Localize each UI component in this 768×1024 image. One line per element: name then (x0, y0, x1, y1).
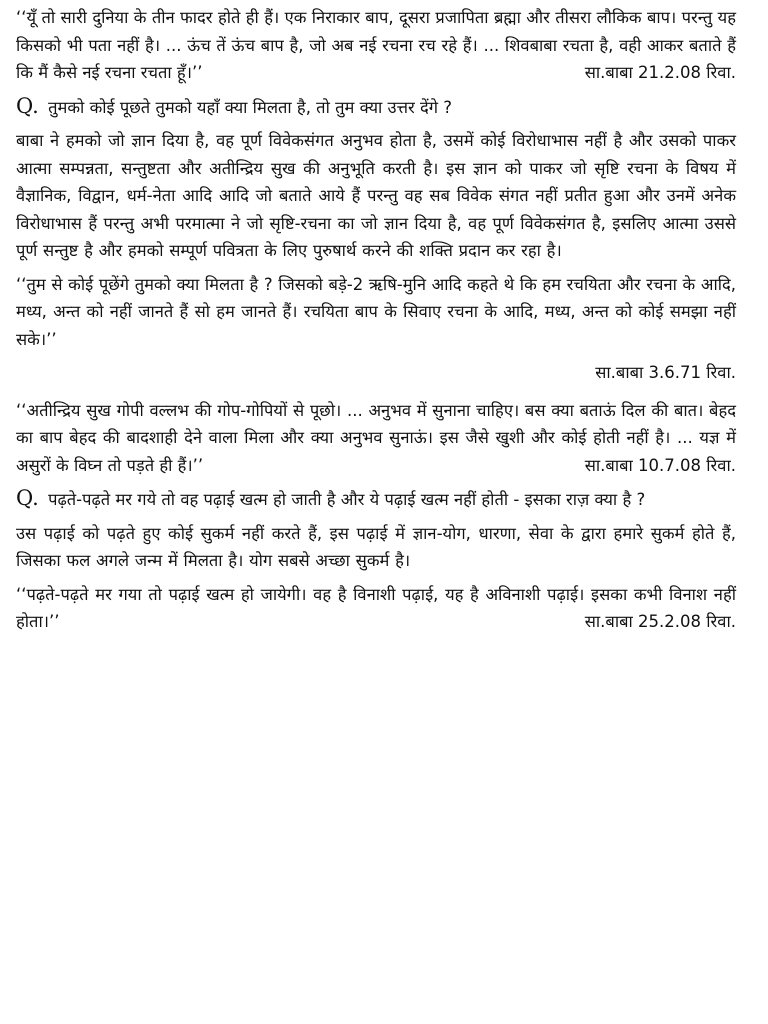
answer-2: उस पढ़ाई को पढ़ते हुए कोई सुकर्म नहीं करते हैं, इस पढ़ाई में ज्ञान-योग, धारणा, सेवा के द्वारा हमारे सुकर्म होते हैं, जिसका फल अगले जन्म में मिलता है। योग सबसे अच्छा सुकर्म है। (16, 523, 736, 570)
murli-quote-3 (16, 397, 736, 480)
answer-1: बाबा ने हमको जो ज्ञान दिया है, वह पूर्ण विवेकसंगत अनुभव होता है, उसमें कोई विरोधाभास नहीं है और उसको पाकर आत्मा सम्पन्नता, सन्तुष्टता और अतीन्द्रिय सुख की अनुभूति करती है। इस ज्ञान को पाकर जो सृष्टि रचना के विषय में वैज्ञानिक, विद्वान, धर्म-नेता आदि आदि जो बताते आये हैं परन्तु वह सब विवेक संगत नहीं प्रतीत हुआ और उनमें अनेक विरोधाभास हैं परन्तु अभी परमात्मा ने जो सृष्टि-रचना का जो ज्ञान दिया है, वह पूर्ण विवेकसंगत है, इसलिए आत्मा उससे पूर्ण सन्तुष्ट है और हमको सम्पूर्ण पवित्रता के लिए पुरुषार्थ करने की शक्ति प्रदान कर रहा है। (16, 131, 736, 260)
murli-quote-4 (16, 581, 736, 636)
question-marker: Q. (16, 93, 39, 118)
question-marker: Q. (16, 486, 39, 510)
quote-source: सा.बाबा 21.2.08 रिवा. (584, 63, 736, 82)
murli-quote-1 (16, 4, 736, 87)
document-page (16, 4, 736, 642)
quote-source: सा.बाबा 25.2.08 रिवा. (584, 612, 736, 631)
quote-text: ‘‘तुम से कोई पूछेंगे तुमको क्या मिलता है ? जिसको बड़े-2 ऋषि-मुनि आदि कहते थे कि हम रचयिता और रचना के आदि, मध्य, अन्त को नहीं जानते हैं सो हम जानते हैं। रचयिता बाप के सिवाए रचना के आदि, मध्य, अन्त को कोई समझा नहीं सके।’’ (16, 274, 736, 349)
quote-text: ‘‘पढ़ते-पढ़ते मर गया तो पढ़ाई खत्म हो जायेगी। वह है विनाशी पढ़ाई, यह है अविनाशी पढ़ाई। इसका कभी विनाश नहीं होता।’’ सा.बाबा 25.2.08 रिवा. (16, 581, 736, 636)
quote-text: ‘‘यूँ तो सारी दुनिया के तीन फादर होते ही हैं। एक निराकार बाप, दूसरा प्रजापिता ब्रह्मा और तीसरा लौकिक बाप। परन्तु यह किसको भी पता नहीं है। ... ऊंच तें ऊंच बाप है, जो अब नई रचना रच रहे हैं। ... शिवबाबा रचता है, वही आकर बताते हैं कि मैं कैसे नई रचना रचता हूँ।’’ सा.बाबा 21.2.08 रिवा. (16, 4, 736, 87)
murli-quote-2 (16, 271, 736, 354)
question-2 (16, 485, 736, 514)
quote-source: सा.बाबा 3.6.71 रिवा. (595, 363, 736, 382)
quote-text: ‘‘अतीन्द्रिय सुख गोपी वल्लभ की गोप-गोपियों से पूछो। ... अनुभव में सुनाना चाहिए। बस क्या बताऊं दिल की बात। बेहद का बाप बेहद की बादशाही देने वाला मिला और क्या अनुभव सुनाऊं। इस जैसे खुशी और कोई होती नहीं है। ... यज्ञ में असुरों के विघ्न तो पड़ते ही हैं।’’ सा.बाबा 10.7.08 रिवा. (16, 397, 736, 480)
question-text: तुमको कोई पूछते तुमको यहाँ क्या मिलता है, तो तुम क्या उत्तर देंगे ? (48, 97, 453, 117)
quote-source: सा.बाबा 10.7.08 रिवा. (584, 455, 736, 475)
question-text: पढ़ते-पढ़ते मर गये तो वह पढ़ाई खत्म हो जाती है और ये पढ़ाई खत्म नहीं होती - इसका राज़ क्या है ? (48, 490, 646, 509)
question-1 (16, 93, 736, 122)
